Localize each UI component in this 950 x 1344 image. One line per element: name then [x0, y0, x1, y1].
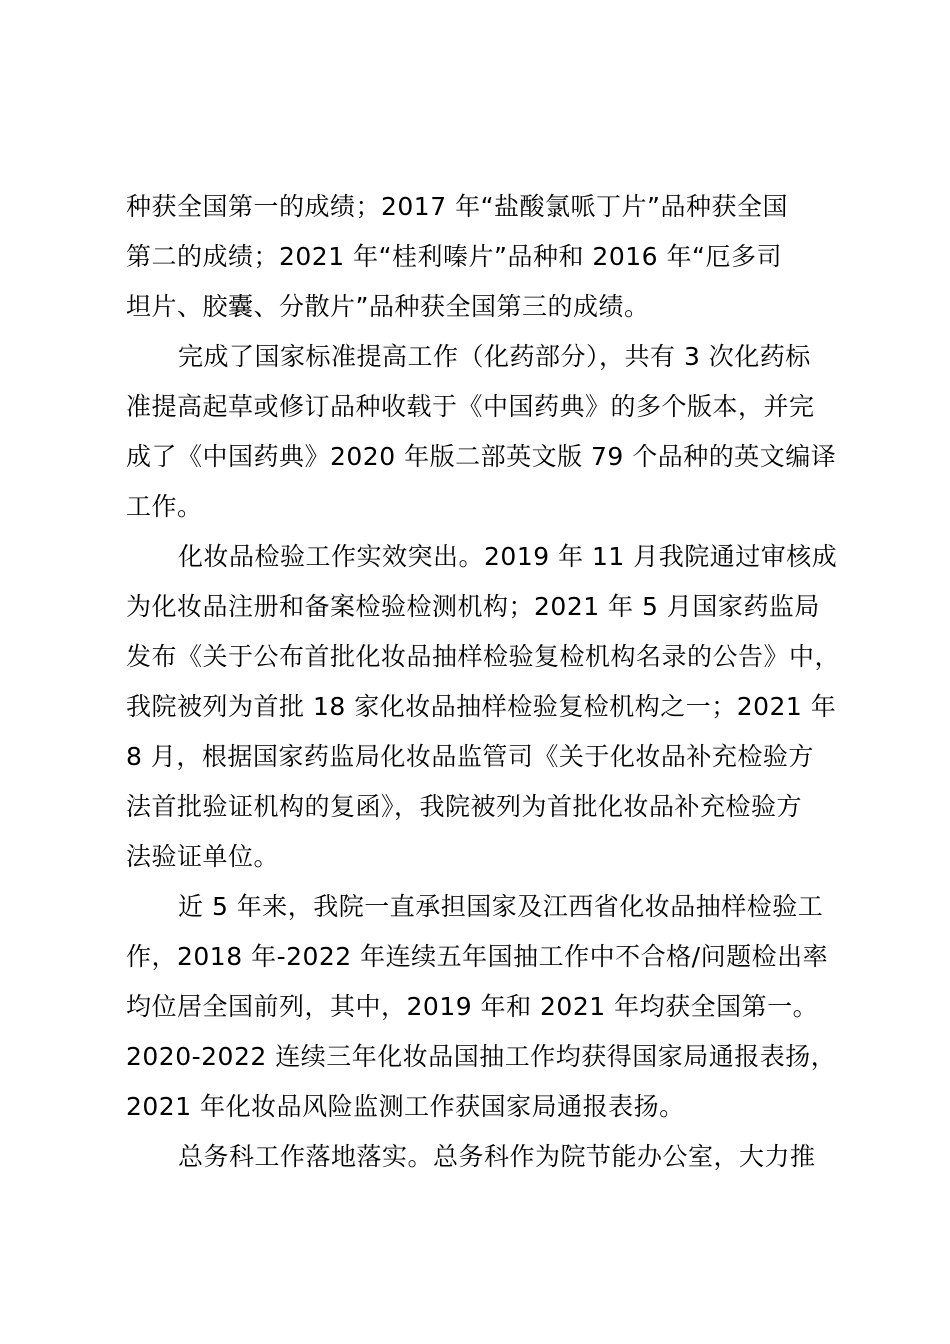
- paragraph-2: [126, 332, 856, 532]
- text-line: 为化妆品注册和备案检验检测机构；2021 年 5 月国家药监局: [126, 592, 820, 621]
- text-line: 8 月，根据国家药监局化妆品监管司《关于化妆品补充检验方: [126, 742, 814, 771]
- paragraph-4: [126, 882, 856, 1132]
- text-line: 2021 年化妆品风险监测工作获国家局通报表扬。: [126, 1092, 685, 1121]
- paragraph-5: [126, 1132, 856, 1182]
- text-line: 均位居全国前列，其中，2019 年和 2021 年均获全国第一。: [126, 992, 819, 1021]
- text-line: 发布《关于公布首批化妆品抽样检验复检机构名录的公告》中，: [126, 642, 841, 671]
- text-line: 种获全国第一的成绩；2017 年“盐酸氯哌丁片”品种获全国: [126, 192, 788, 221]
- paragraph-1: [126, 182, 856, 332]
- text-line: 作，2018 年-2022 年连续五年国抽工作中不合格/问题检出率: [126, 942, 829, 971]
- text-line: 第二的成绩；2021 年“桂利嗪片”品种和 2016 年“厄多司: [126, 242, 782, 271]
- document-body: [126, 182, 856, 1182]
- text-line-first: 化妆品检验工作实效突出。2019 年 11 月我院通过审核成: [178, 542, 838, 571]
- text-line: 准提高起草或修订品种收载于《中国药典》的多个版本，并完: [126, 392, 815, 421]
- text-line: 成了《中国药典》2020 年版二部英文版 79 个品种的英文编译: [126, 442, 837, 471]
- text-line: 坦片、胶囊、分散片”品种获全国第三的成绩。: [126, 292, 650, 321]
- text-line-first: 总务科工作落地落实。总务科作为院节能办公室，大力推: [178, 1142, 816, 1171]
- text-line: 法验证单位。: [126, 842, 280, 871]
- text-line: 我院被列为首批 18 家化妆品抽样检验复检机构之一；2021 年: [126, 692, 837, 721]
- text-line-first: 完成了国家标准提高工作（化药部分），共有 3 次化药标: [178, 342, 811, 371]
- text-line: 工作。: [126, 492, 203, 521]
- text-line: 2020-2022 连续三年化妆品国抽工作均获得国家局通报表扬，: [126, 1042, 837, 1071]
- text-line-first: 近 5 年来，我院一直承担国家及江西省化妆品抽样检验工: [178, 892, 824, 921]
- paragraph-3: [126, 532, 856, 882]
- text-line: 法首批验证机构的复函》，我院被列为首批化妆品补充检验方: [126, 792, 803, 821]
